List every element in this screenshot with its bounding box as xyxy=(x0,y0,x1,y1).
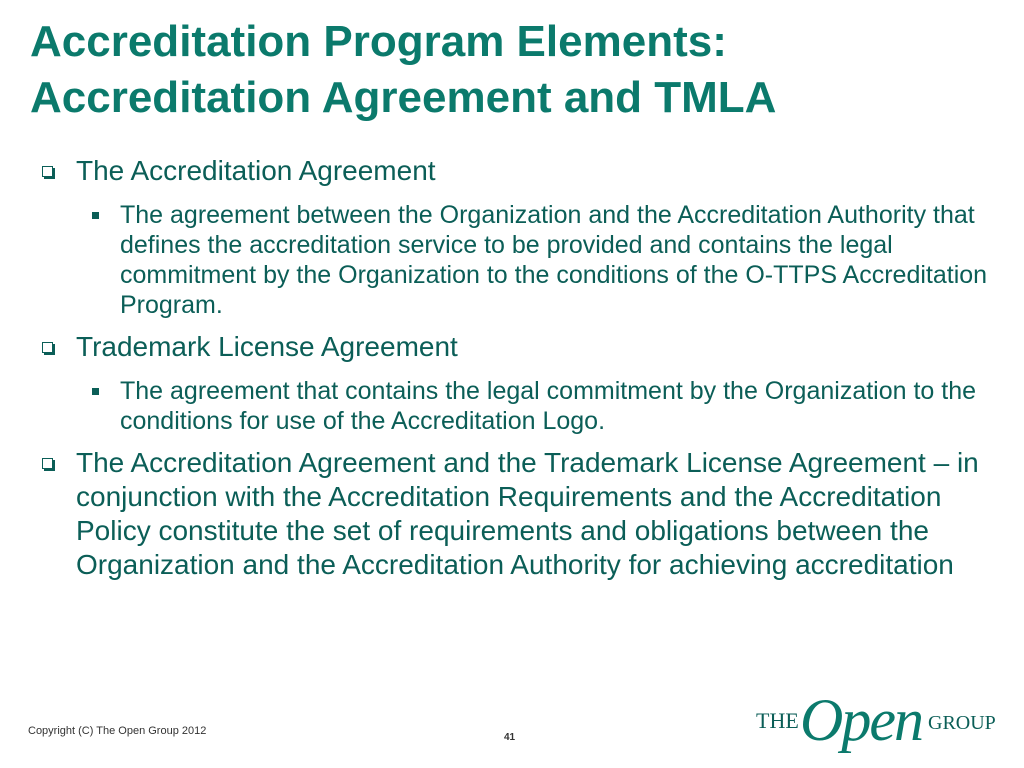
open-group-logo xyxy=(756,687,1000,756)
bullet-trademark-license-agreement xyxy=(36,330,996,364)
slide-title-line-2: Accreditation Agreement and TMLA xyxy=(30,73,777,122)
filled-square-bullet-icon xyxy=(92,212,99,219)
page-number: 41 xyxy=(504,732,516,743)
sub-bullet-text: The agreement that contains the legal commitment by the Organization to the conditions for use of the Accreditation Logo. xyxy=(120,377,977,435)
slide-title-line-1: Accreditation Program Elements: xyxy=(30,17,727,66)
sub-bullet-accreditation-agreement-definition xyxy=(36,200,996,320)
hollow-square-bullet-icon xyxy=(42,166,53,177)
filled-square-bullet-icon xyxy=(92,388,99,395)
hollow-square-bullet-icon xyxy=(42,342,53,353)
hollow-square-bullet-icon xyxy=(42,458,53,469)
bullet-text: The Accreditation Agreement xyxy=(76,155,436,186)
bullet-combined-agreements xyxy=(36,446,996,582)
copyright-notice: Copyright (C) The Open Group 2012 xyxy=(28,725,207,737)
sub-bullet-text: The agreement between the Organization and the Accreditation Authority that defines the accreditation service to be provided and contains the legal commitment by the Organization to the conditions of the O-TTPS Accreditation Program. xyxy=(120,201,988,319)
bullet-text: The Accreditation Agreement and the Trademark License Agreement – in conjunction with the Accreditation Requirements and the Accreditation Policy constitute the set of requirements and obligations between the Organization and the Accreditation Authority for achieving accreditation xyxy=(76,447,979,580)
slide-content xyxy=(36,154,996,582)
logo-the-text: THE xyxy=(756,708,799,733)
sub-bullet-trademark-license-definition xyxy=(36,376,996,436)
logo-group-text: GROUP xyxy=(928,712,996,734)
bullet-text: Trademark License Agreement xyxy=(76,331,458,362)
logo-open-text: Open xyxy=(800,687,922,753)
bullet-accreditation-agreement xyxy=(36,154,996,188)
slide-title xyxy=(30,14,1010,126)
